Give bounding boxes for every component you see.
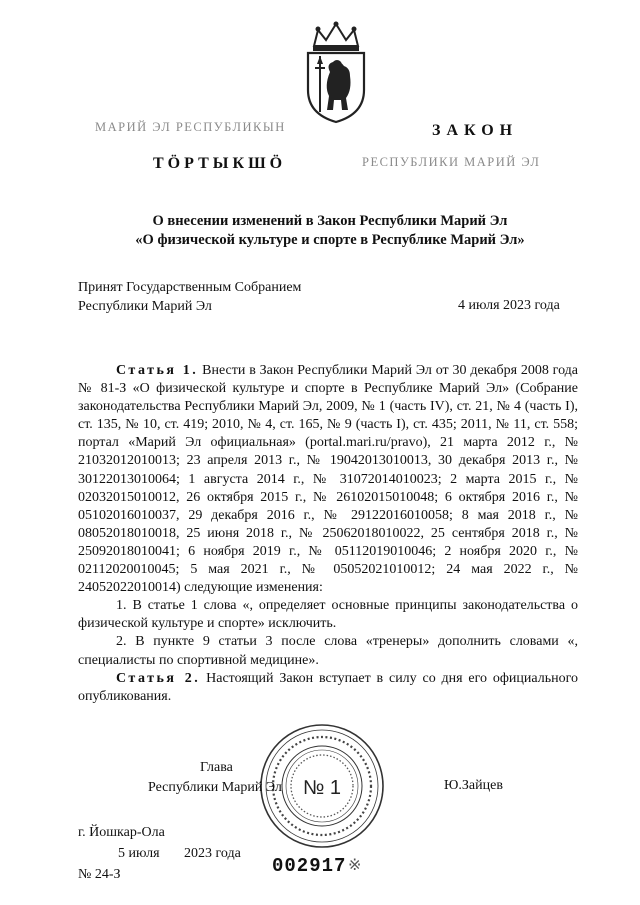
article-2-label: Статья 2. <box>116 670 201 686</box>
city: г. Йошкар-Ола <box>78 825 165 840</box>
signatory-title-line-2: Республики Марий Эл <box>148 780 282 795</box>
adoption-line-1: Принят Государственным Собранием <box>78 280 302 295</box>
article-2-text: Настоящий Закон вступает в силу со дня его официального опубликования. <box>78 670 578 704</box>
adoption-line-2: Республики Марий Эл <box>78 298 212 314</box>
title-line-1: О внесении изменений в Закон Республики Марий Эл <box>152 213 508 229</box>
article-2-paragraph <box>78 670 578 706</box>
seal-number: № 1 <box>302 777 342 799</box>
article-1-text: Внести в Закон Республики Марий Эл от 30 декабря 2008 года № 81-З «О физической культуре и спорте в Республике Марий Эл» (Собрание законодательства Республики Марий Эл, 2009, № 1 (часть IV), ст. 21, № 4 (часть I), ст. 135, № 10, ст. 419; 2010, № 4, ст. 165, № 9 (часть I), ст. 435; 2011, № 11, ст. 558; портал «Марий Эл официальная» (portal.mari.ru/pravo), 21 марта 2012 г., № 21032012010013; 23 апреля 2013 г., № 19042013010013, 30 декабря 2013 г., № 30122013010064; 1 августа 2014 г., № 31072014010023; 2 марта 2015 г., № 02032015010012, 26 октября 2015 г., № 26102015010048; 6 октября 2016 г., № 05102016010037, 29 декабря 2016 г., № 29122016010058; 8 мая 2018 г., № 08052018010018, 25 июня 2018 г., № 25062018010022, 25 сентября 2018 г., № 25092018010041; 6 ноября 2019 г., № 05112019010046; 2 ноября 2020 г., № 02112020010045; 5 мая 2021 г., № 05052021010012; 24 мая 2022 г., № 24052022010014) следующие изменения: <box>78 363 579 596</box>
registration-number: 002917 <box>272 855 347 877</box>
article-1-item-2: 2. В пункте 9 статьи 3 после слова «тренеры» дополнить словами «, специалисты по спортивной медицине». <box>78 634 578 668</box>
article-1-paragraph <box>78 362 578 597</box>
signing-date <box>78 843 241 864</box>
document-body <box>78 362 578 706</box>
signatory-name: Ю.Зайцев <box>444 778 503 793</box>
article-1-label: Статья 1. <box>116 363 199 378</box>
coat-of-arms-emblem <box>300 20 372 124</box>
header-republic-russian: РЕСПУБЛИКИ МАРИЙ ЭЛ <box>362 155 541 169</box>
registration-mark-icon: ※ <box>348 857 362 874</box>
signatory-title <box>148 758 298 798</box>
article-1-item-1: 1. В статье 1 слова «, определяет основные принципы законодательства о физической культуре и спорте» исключить. <box>78 598 578 632</box>
header-law-mari: ТӦРТЫКШӦ <box>153 155 287 172</box>
signing-date-day: 5 июля <box>118 846 160 861</box>
document-title <box>80 212 580 250</box>
adoption-date: 4 июля 2023 года <box>458 298 560 313</box>
header-law: ЗАКОН <box>432 122 519 139</box>
signing-date-year: 2023 года <box>184 846 241 861</box>
signatory-title-line-1: Глава <box>200 760 233 775</box>
place-and-date <box>78 822 241 885</box>
law-number: № 24-З <box>78 867 121 882</box>
header-republic-mari: МАРИЙ ЭЛ РЕСПУБЛИКЫН <box>95 120 286 134</box>
title-line-2: «О физической культуре и спорте в Республике Марий Эл» <box>135 232 525 248</box>
